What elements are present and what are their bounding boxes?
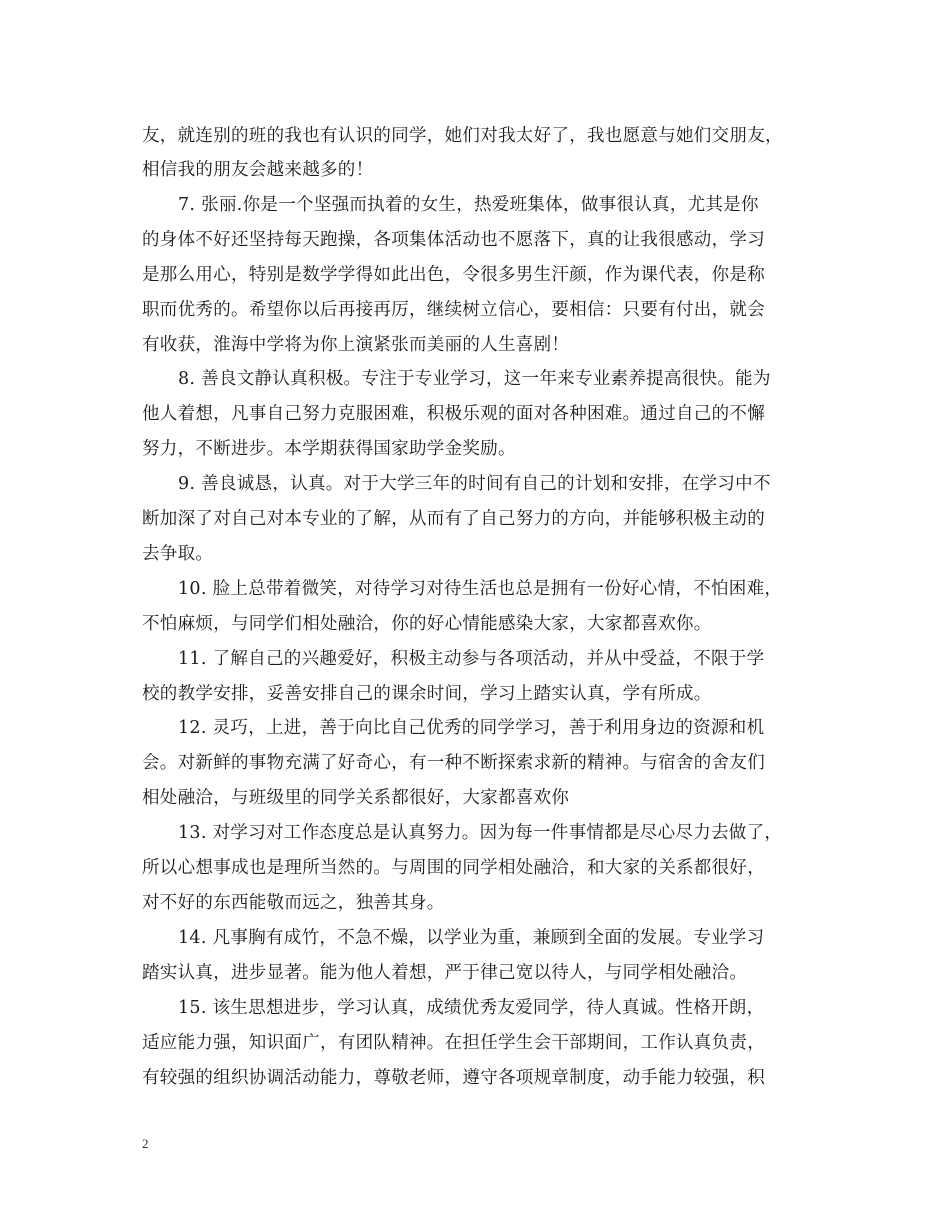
text-line: 踏实认真，进步显著。能为他人着想，严于律己宽以待人，与同学相处融洽。 — [142, 963, 748, 983]
text-line: 8. 善良文静认真积极。专注于专业学习，这一年来专业素养提高很快。能为 — [178, 369, 771, 389]
text-line: 是那么用心，特别是数学学得如此出色，令很多男生汗颜，作为课代表，你是称 — [142, 265, 765, 285]
text-line: 去争取。 — [142, 544, 214, 564]
text-line: 会。对新鲜的事物充满了好奇心，有一种不断探索求新的精神。与宿舍的舍友们 — [142, 753, 765, 773]
text-line: 所以心想事成也是理所当然的。与周围的同学相处融洽，和大家的关系都很好， — [142, 858, 765, 878]
text-line: 有收获，淮海中学将为你上演紧张而美丽的人生喜剧！ — [142, 335, 570, 355]
text-line: 对不好的东西能敬而远之，独善其身。 — [142, 893, 445, 913]
text-line: 努力，不断进步。本学期获得国家助学金奖励。 — [142, 439, 516, 459]
text-line: 不怕麻烦，与同学们相处融洽，你的好心情能感染大家，大家都喜欢你。 — [142, 614, 712, 634]
text-line: 14. 凡事胸有成竹，不急不燥，以学业为重，兼顾到全面的发展。专业学习 — [178, 928, 765, 948]
text-line: 校的教学安排，妥善安排自己的课余时间，学习上踏实认真，学有所成。 — [142, 684, 712, 704]
text-line: 相处融洽，与班级里的同学关系都很好，大家都喜欢你 — [142, 788, 570, 808]
text-line: 适应能力强，知识面广，有团队精神。在担任学生会干部期间，工作认真负责， — [142, 1033, 765, 1053]
text-line: 10. 脸上总带着微笑，对待学习对待生活也总是拥有一份好心情，不怕困难， — [178, 579, 783, 599]
text-line: 相信我的朋友会越来越多的！ — [142, 160, 374, 180]
text-line: 友，就连别的班的我也有认识的同学，她们对我太好了，我也愿意与她们交朋友， — [142, 126, 783, 146]
text-line: 的身体不好还坚持每天跑操，各项集体活动也不愿落下，真的让我很感动，学习 — [142, 230, 765, 250]
text-line: 7. 张丽.你是一个坚强而执着的女生，热爱班集体，做事很认真，尤其是你 — [178, 195, 759, 215]
text-line: 他人着想，凡事自己努力克服困难，积极乐观的面对各种困难。通过自己的不懈 — [142, 404, 765, 424]
text-line: 职而优秀的。希望你以后再接再厉，继续树立信心，要相信：只要有付出，就会 — [142, 300, 765, 320]
text-line: 15. 该生思想进步，学习认真，成绩优秀友爱同学，待人真诚。性格开朗， — [178, 998, 765, 1018]
text-line: 断加深了对自己对本专业的了解，从而有了自己努力的方向，并能够积极主动的 — [142, 509, 765, 529]
text-line: 9. 善良诚恳，认真。对于大学三年的时间有自己的计划和安排，在学习中不 — [178, 474, 771, 494]
text-line: 11. 了解自己的兴趣爱好，积极主动参与各项活动，并从中受益，不限于学 — [178, 649, 765, 669]
page-number: 2 — [142, 1136, 149, 1151]
text-line: 有较强的组织协调活动能力，尊敬老师，遵守各项规章制度，动手能力较强，积 — [142, 1068, 765, 1088]
text-line: 13. 对学习对工作态度总是认真努力。因为每一件事情都是尽心尽力去做了， — [178, 823, 783, 843]
text-line: 12. 灵巧，上进，善于向比自己优秀的同学学习，善于利用身边的资源和机 — [178, 718, 765, 738]
